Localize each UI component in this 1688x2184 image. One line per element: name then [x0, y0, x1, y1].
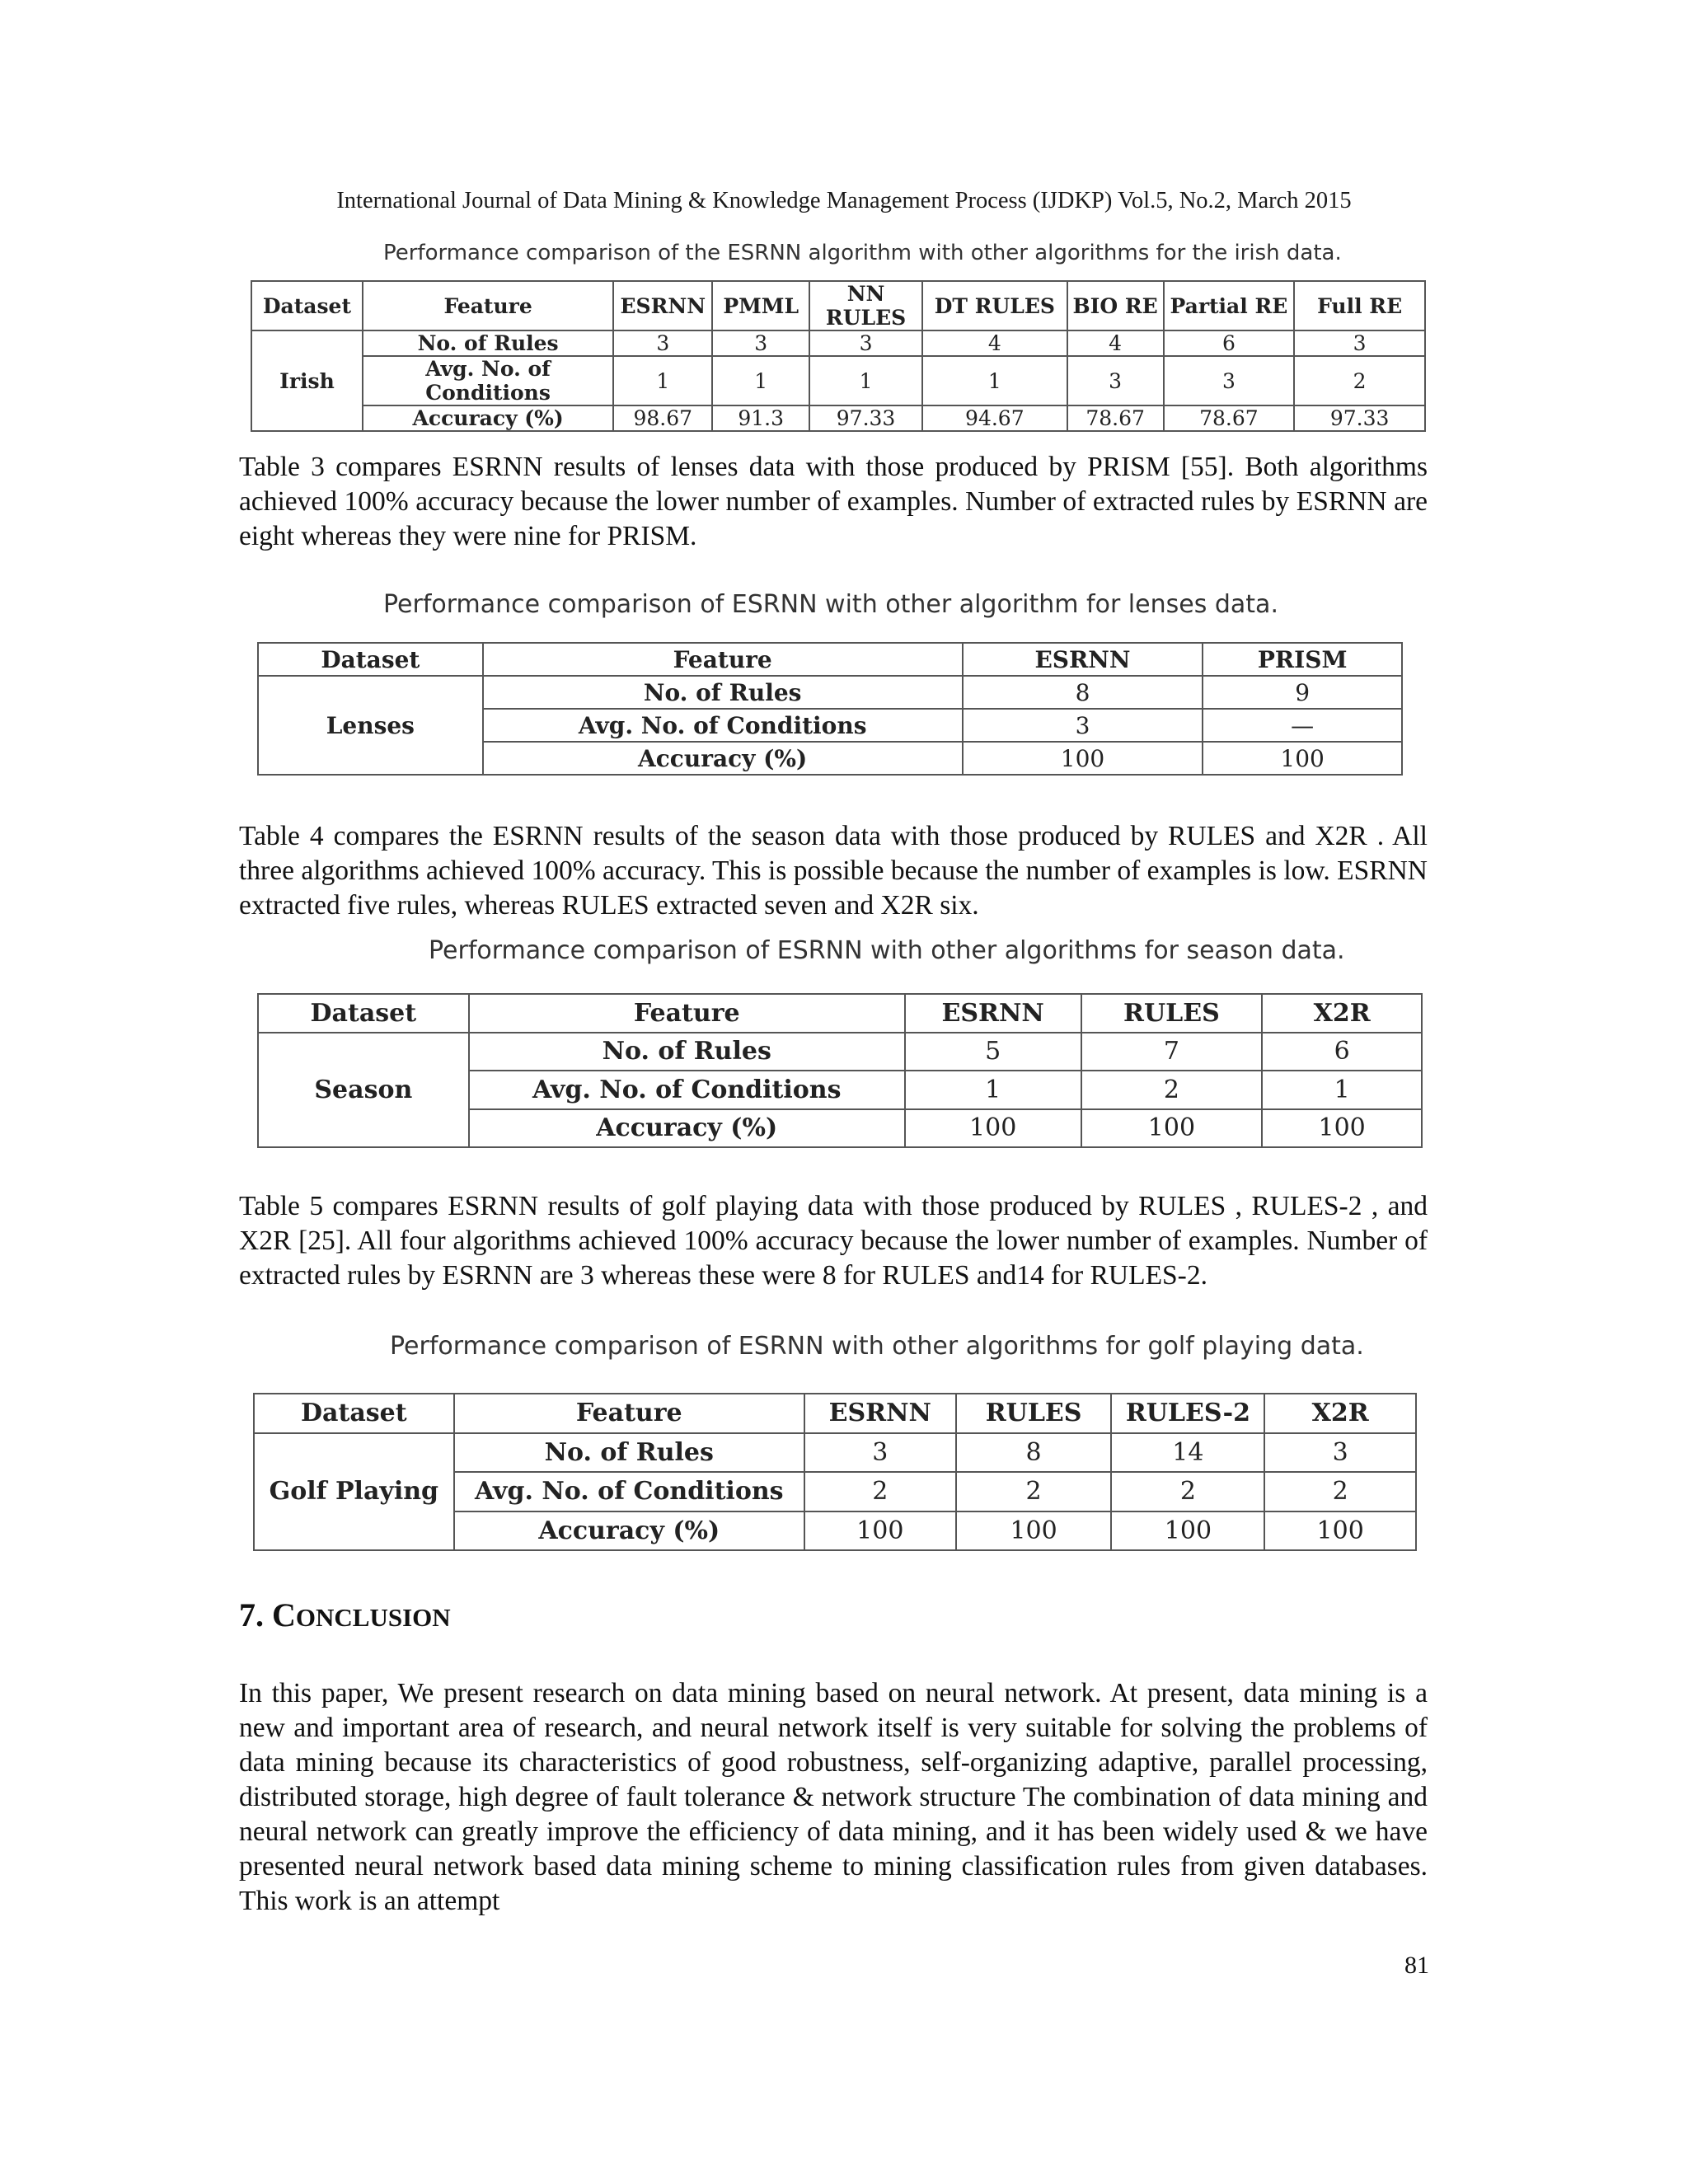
- table-cell: 1: [922, 356, 1067, 405]
- dataset-cell: Lenses: [258, 676, 483, 775]
- column-header: ESRNN: [804, 1394, 956, 1433]
- table-cell: 3: [804, 1433, 956, 1473]
- table-cell: 97.33: [1294, 405, 1425, 431]
- column-header: NN RULES: [809, 281, 922, 330]
- table-cell: 94.67: [922, 405, 1067, 431]
- table-cell: 1: [809, 356, 922, 405]
- feature-cell: No. of Rules: [363, 330, 613, 356]
- table-header-row: [258, 994, 1422, 1033]
- table-cell: 6: [1164, 330, 1295, 356]
- column-header: X2R: [1262, 994, 1422, 1033]
- table-header-row: [258, 643, 1402, 676]
- table-cell: 4: [922, 330, 1067, 356]
- table-row: [258, 676, 1402, 709]
- table-cell: 100: [804, 1511, 956, 1551]
- feature-cell: Accuracy (%): [483, 742, 963, 775]
- feature-cell: Avg. No. of Conditions: [454, 1472, 804, 1511]
- feature-cell: Avg. No. of Conditions: [469, 1071, 905, 1109]
- table-cell: 8: [956, 1433, 1112, 1473]
- table-cell: 78.67: [1067, 405, 1164, 431]
- table-header-row: [251, 281, 1425, 330]
- column-header: Feature: [469, 994, 905, 1033]
- page-number: 81: [1404, 1952, 1429, 1979]
- table-cell: 100: [1203, 742, 1402, 775]
- column-header: Feature: [363, 281, 613, 330]
- table-cell: 100: [956, 1511, 1112, 1551]
- table-cell: 100: [1264, 1511, 1416, 1551]
- table-golf: [253, 1393, 1417, 1551]
- section-heading: [239, 1596, 451, 1634]
- column-header: DT RULES: [922, 281, 1067, 330]
- paragraph-table4: Table 4 compares the ESRNN results of the season data with those produced by RULES and X2R . All three algorithms achieved 100% accuracy. This is possible because the number of examples is low. ESRNN extracted five rules, whereas RULES extracted seven and X2R six.: [239, 821, 1428, 921]
- table-cell: 3: [613, 330, 712, 356]
- column-header: Feature: [483, 643, 963, 676]
- table-row: [251, 330, 1425, 356]
- table-cell: 2: [804, 1472, 956, 1511]
- column-header: ESRNN: [963, 643, 1203, 676]
- table-cell: 3: [712, 330, 809, 356]
- column-header: Feature: [454, 1394, 804, 1433]
- feature-cell: Avg. No. of Conditions: [483, 709, 963, 742]
- table-cell: 100: [1081, 1109, 1263, 1148]
- section-title: ONCLUSION: [295, 1603, 451, 1632]
- table-cell: 1: [712, 356, 809, 405]
- table-row: [254, 1433, 1416, 1473]
- paragraph-table3: Table 3 compares ESRNN results of lenses data with those produced by PRISM [55]. Both algorithms achieved 100% accuracy because the lower number of examples. Number of extracted rules by ESRNN are eight whereas they were nine for PRISM.: [239, 452, 1428, 551]
- table-cell: —: [1203, 709, 1402, 742]
- table-cell: 1: [613, 356, 712, 405]
- feature-cell: No. of Rules: [483, 676, 963, 709]
- table-cell: 3: [1264, 1433, 1416, 1473]
- feature-cell: Avg. No. of Conditions: [363, 356, 613, 405]
- table-cell: 1: [905, 1071, 1081, 1109]
- table-cell: 78.67: [1164, 405, 1295, 431]
- table-cell: 7: [1081, 1033, 1263, 1071]
- journal-header: International Journal of Data Mining & Knowledge Management Process (IJDKP) Vol.5, No.2, March 2015: [336, 188, 1352, 213]
- column-header: Full RE: [1294, 281, 1425, 330]
- table-cell: 100: [963, 742, 1203, 775]
- table-cell: 8: [963, 676, 1203, 709]
- dataset-cell: Season: [258, 1033, 469, 1148]
- table-cell: 2: [956, 1472, 1112, 1511]
- column-header: BIO RE: [1067, 281, 1164, 330]
- table-irish-caption: Performance comparison of the ESRNN algorithm with other algorithms for the irish data.: [383, 241, 1342, 265]
- column-header: ESRNN: [613, 281, 712, 330]
- table-cell: 100: [905, 1109, 1081, 1148]
- table-cell: 3: [1067, 356, 1164, 405]
- feature-cell: No. of Rules: [469, 1033, 905, 1071]
- table-lenses: [257, 642, 1403, 776]
- column-header: RULES: [1081, 994, 1263, 1033]
- table-cell: 9: [1203, 676, 1402, 709]
- feature-cell: No. of Rules: [454, 1433, 804, 1473]
- dataset-cell: Golf Playing: [254, 1433, 454, 1551]
- table-cell: 100: [1262, 1109, 1422, 1148]
- table-cell: 14: [1111, 1433, 1264, 1473]
- table-golf-caption: Performance comparison of ESRNN with other algorithms for golf playing data.: [390, 1332, 1364, 1361]
- table-row: [258, 1033, 1422, 1071]
- column-header: PMML: [712, 281, 809, 330]
- table-lenses-caption: Performance comparison of ESRNN with other algorithm for lenses data.: [383, 590, 1278, 619]
- column-header: ESRNN: [905, 994, 1081, 1033]
- column-header: Dataset: [251, 281, 363, 330]
- table-cell: 91.3: [712, 405, 809, 431]
- column-header: Dataset: [254, 1394, 454, 1433]
- column-header: X2R: [1264, 1394, 1416, 1433]
- paragraph-table5: Table 5 compares ESRNN results of golf playing data with those produced by RULES , RULES-2 , and X2R [25]. All four algorithms achieved 100% accuracy because the lower number of examples. Number of extracted rules by ESRNN are 3 whereas these were 8 for RULES and14 for RULES-2.: [239, 1191, 1428, 1291]
- column-header: Dataset: [258, 994, 469, 1033]
- table-cell: 2: [1294, 356, 1425, 405]
- table-cell: 5: [905, 1033, 1081, 1071]
- feature-cell: Accuracy (%): [469, 1109, 905, 1148]
- table-cell: 6: [1262, 1033, 1422, 1071]
- table-cell: 98.67: [613, 405, 712, 431]
- table-cell: 3: [1164, 356, 1295, 405]
- column-header: Partial RE: [1164, 281, 1295, 330]
- column-header: Dataset: [258, 643, 483, 676]
- table-cell: 100: [1111, 1511, 1264, 1551]
- feature-cell: Accuracy (%): [363, 405, 613, 431]
- table-row: [251, 405, 1425, 431]
- feature-cell: Accuracy (%): [454, 1511, 804, 1551]
- column-header: PRISM: [1203, 643, 1402, 676]
- table-cell: 2: [1081, 1071, 1263, 1109]
- section-number: 7. C: [239, 1596, 296, 1633]
- dataset-cell: Irish: [251, 330, 363, 431]
- table-cell: 3: [963, 709, 1203, 742]
- column-header: RULES-2: [1111, 1394, 1264, 1433]
- table-row: [251, 356, 1425, 405]
- table-cell: 1: [1262, 1071, 1422, 1109]
- table-cell: 3: [809, 330, 922, 356]
- table-cell: 97.33: [809, 405, 922, 431]
- table-season-caption: Performance comparison of ESRNN with other algorithms for season data.: [429, 936, 1345, 965]
- table-cell: 3: [1294, 330, 1425, 356]
- table-cell: 4: [1067, 330, 1164, 356]
- table-header-row: [254, 1394, 1416, 1433]
- table-cell: 2: [1264, 1472, 1416, 1511]
- table-irish: [251, 280, 1426, 432]
- column-header: RULES: [956, 1394, 1112, 1433]
- table-season: [257, 993, 1423, 1148]
- table-cell: 2: [1111, 1472, 1264, 1511]
- paragraph-conclusion: In this paper, We present research on data mining based on neural network. At present, data mining is a new and important area of research, and neural network itself is very suitable for solving the problems of data mining because its characteristics of good robustness, self-organizing adaptive, parallel processing, distributed storage, high degree of fault tolerance & network structure The combination of data mining and neural network can greatly improve the efficiency of data mining, and it has been widely used & we have presented neural network based data mining scheme to mining classification rules from given databases. This work is an attempt: [239, 1678, 1428, 1916]
